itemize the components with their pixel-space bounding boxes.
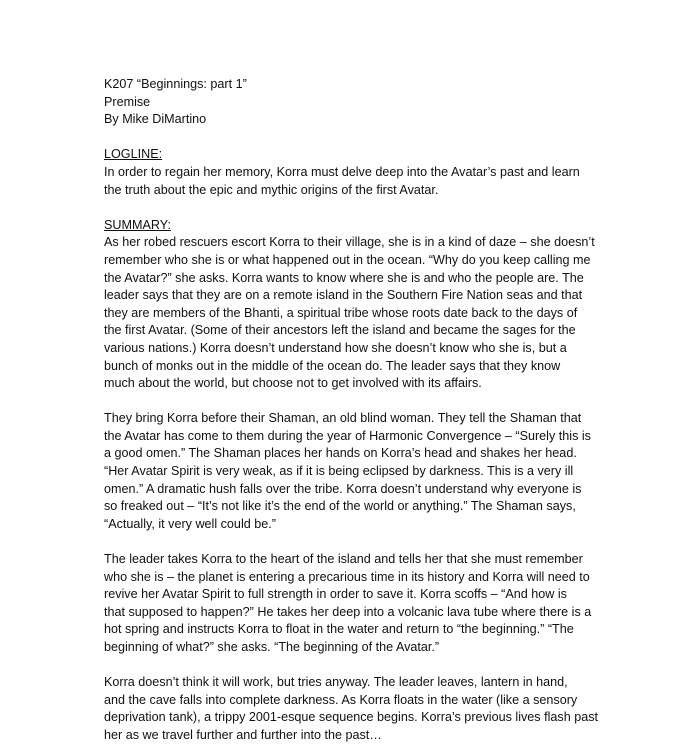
paragraph-line: and the cave falls into complete darkness. As Korra floats in the water (like a sensory: [104, 692, 578, 707]
paragraph-line: deprivation tank), a trippy 2001-esque sequence begins. Korra’s previous lives flash past: [104, 710, 599, 725]
paragraph-line: much about the world, but choose not to get involved with its affairs.: [104, 376, 482, 391]
document-page: [104, 76, 628, 745]
paragraph-line: hot spring and instructs Korra to float in the water and return to “the beginning.” “The: [104, 622, 574, 637]
logline-section: [104, 146, 628, 199]
paragraph-line: “Actually, it very well could be.”: [104, 516, 276, 531]
summary-heading: SUMMARY:: [104, 217, 171, 232]
paragraph-line: bunch of monks out in the middle of the ocean do. The leader says that they know: [104, 358, 561, 373]
paragraph-line: various nations.) Korra doesn’t understand how she doesn’t know who she is, but a: [104, 340, 567, 355]
paragraph-line: they are members of the Bhanti, a spiritual tribe whose roots date back to the days of: [104, 305, 578, 320]
paragraph-line: so freaked out – “It’s not like it’s the end of the world or anything.” The Shaman says,: [104, 499, 576, 514]
paragraph-line: remember who she is or what happened out in the ocean. “Why do you keep calling me: [104, 252, 591, 267]
paragraph-line: revive her Avatar Spirit to full strength in order to save it. Korra scoffs – “And how is: [104, 587, 567, 602]
paragraph-line: beginning of what?” she asks. “The beginning of the Avatar.”: [104, 640, 440, 654]
logline-line: In order to regain her memory, Korra must delve deep into the Avatar’s past and learn: [104, 164, 580, 179]
summary-paragraph-3: [104, 551, 628, 657]
spacer: [104, 657, 628, 675]
summary-section: [104, 217, 628, 745]
paragraph-line: leader says that they are on a remote island in the Southern Fire Nation seas and that: [104, 288, 583, 303]
spacer: [104, 129, 628, 147]
episode-title: K207 “Beginnings: part 1”: [104, 77, 247, 91]
spacer: [104, 199, 628, 217]
document-header: [104, 76, 628, 129]
paragraph-line: As her robed rescuers escort Korra to their village, she is in a kind of daze – she doesn’t: [104, 235, 595, 250]
paragraph-line: the first Avatar. (Some of their ancestors left the island and became the sages for the: [104, 323, 576, 338]
author-line: By Mike DiMartino: [104, 112, 207, 127]
paragraph-line: The leader takes Korra to the heart of the island and tells her that she must remember: [104, 552, 583, 567]
summary-paragraph-4: [104, 674, 628, 744]
paragraph-line: her as we travel further and further into the past…: [104, 727, 382, 742]
paragraph-line: They bring Korra before their Shaman, an old blind woman. They tell the Shaman that: [104, 411, 582, 426]
paragraph-line: a good omen.” The Shaman places her hands on Korra’s head and shakes her head.: [104, 446, 577, 461]
paragraph-line: who she is – the planet is entering a precarious time in its history and Korra will need to: [104, 569, 590, 584]
logline-heading: LOGLINE:: [104, 147, 163, 162]
paragraph-line: the Avatar has come to them during the year of Harmonic Convergence – “Surely this is: [104, 428, 591, 443]
paragraph-line: that supposed to happen?” He takes her deep into a volcanic lava tube where there is a: [104, 604, 592, 619]
summary-paragraph-2: [104, 410, 628, 533]
spacer: [104, 393, 628, 411]
paragraph-line: omen.” A dramatic hush falls over the tribe. Korra doesn’t understand why everyone is: [104, 481, 582, 496]
logline-line: the truth about the epic and mythic origins of the first Avatar.: [104, 182, 439, 197]
spacer: [104, 533, 628, 551]
document-type: Premise: [104, 94, 151, 109]
paragraph-line: the Avatar?” she asks. Korra wants to know where she is and who the people are. The: [104, 270, 584, 285]
summary-paragraph-1: [104, 234, 628, 392]
paragraph-line: “Her Avatar Spirit is very weak, as if it is being eclipsed by darkness. This is a very ill: [104, 464, 574, 479]
paragraph-line: Korra doesn’t think it will work, but tries anyway. The leader leaves, lantern in hand,: [104, 675, 568, 690]
